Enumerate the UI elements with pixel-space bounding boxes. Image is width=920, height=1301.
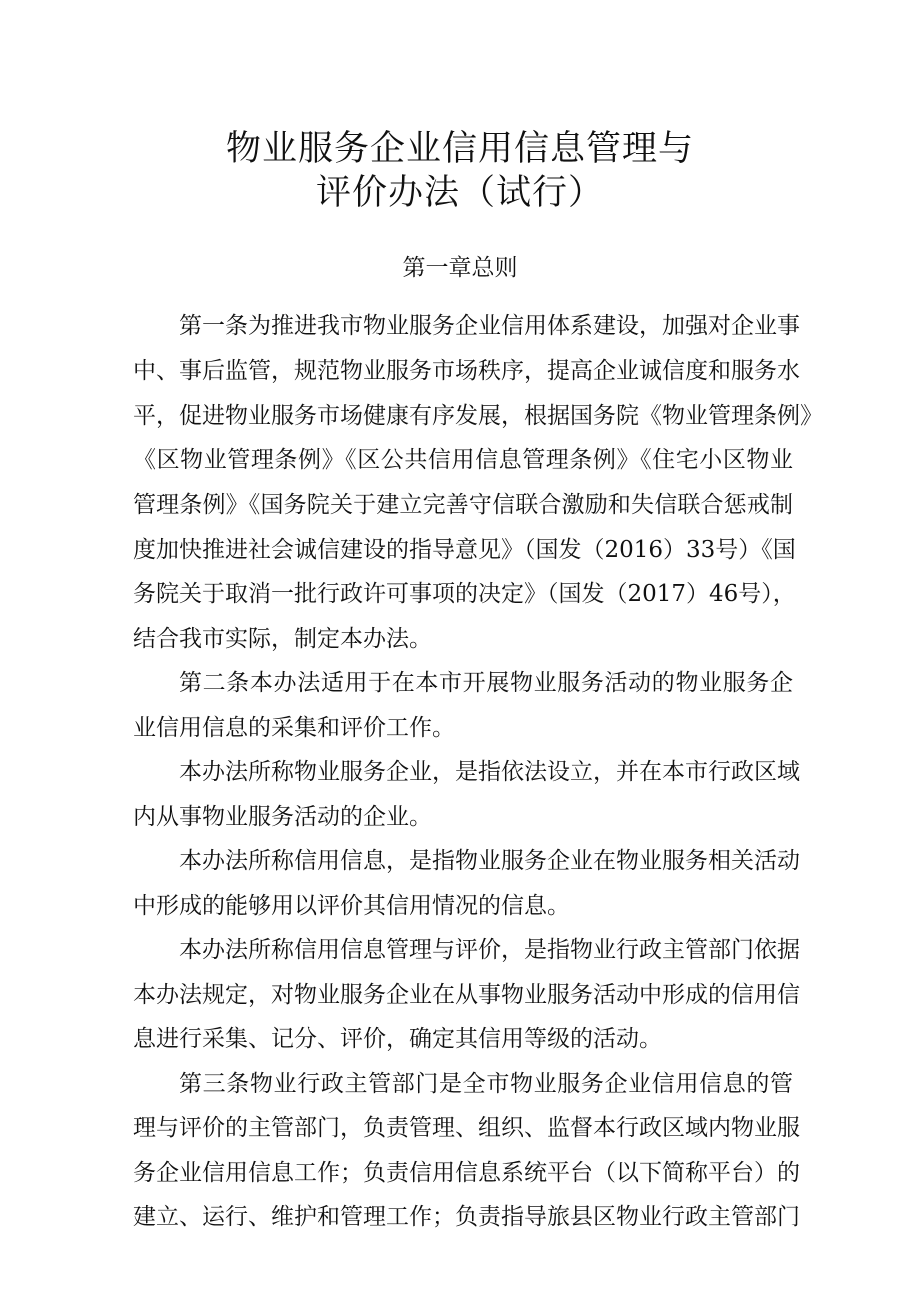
text-line: 平，促进物业服务市场健康有序发展，根据国务院《物业管理条例》 [133,403,823,429]
text-line: 务院关于取消一批行政许可事项的决定》（国发（2017）46号）， [133,581,796,607]
text-line: 度加快推进社会诚信建设的指导意见》（国发（2016）33号）《国 [133,537,796,563]
text-line: 息进行采集、记分、评价，确定其信用等级的活动。 [133,1026,662,1052]
text-line-article-1-start: 第一条为推进我市物业服务企业信用体系建设，加强对企业事 [179,313,800,339]
text-line-paragraph-start: 本办法所称信用信息，是指物业服务企业在物业服务相关活动 [179,848,800,874]
text-line: 《区物业管理条例》《区公共信用信息管理条例》《住宅小区物业 [133,447,793,473]
text-line: 务企业信用信息工作；负责信用信息系统平台（以下简称平台）的 [133,1160,800,1186]
text-line-article-1-end: 结合我市实际，制定本办法。 [133,626,432,652]
text-line: 中、事后监管，规范物业服务市场秩序，提高企业诚信度和服务水 [133,358,800,384]
document-title-line-2: 评价办法（试行） [315,173,604,213]
document-title-line-1: 物业服务企业信用信息管理与 [225,129,694,169]
text-line: 建立、运行、维护和管理工作；负责指导旅县区物业行政主管部门 [133,1204,800,1230]
text-line-paragraph-start: 本办法所称信用信息管理与评价，是指物业行政主管部门依据 [179,937,800,963]
chapter-heading: 第一章总则 [402,255,518,281]
text-line: 业信用信息的采集和评价工作。 [133,715,455,741]
text-line-article-2-start: 第二条本办法适用于在本市开展物业服务活动的物业服务企 [179,670,793,696]
text-line: 内从事物业服务活动的企业。 [133,804,432,830]
text-line: 本办法规定，对物业服务企业在从事物业服务活动中形成的信用信 [133,982,800,1008]
text-line-article-3-start: 第三条物业行政主管部门是全市物业服务企业信用信息的管 [179,1071,793,1097]
text-line: 管理条例》《国务院关于建立完善守信联合激励和失信联合惩戒制 [133,492,793,518]
text-line: 中形成的能够用以评价其信用情况的信息。 [133,893,570,919]
text-line-paragraph-start: 本办法所称物业服务企业，是指依法设立，并在本市行政区域 [179,759,800,785]
text-line: 理与评价的主管部门，负责管理、组织、监督本行政区域内物业服 [133,1115,800,1141]
